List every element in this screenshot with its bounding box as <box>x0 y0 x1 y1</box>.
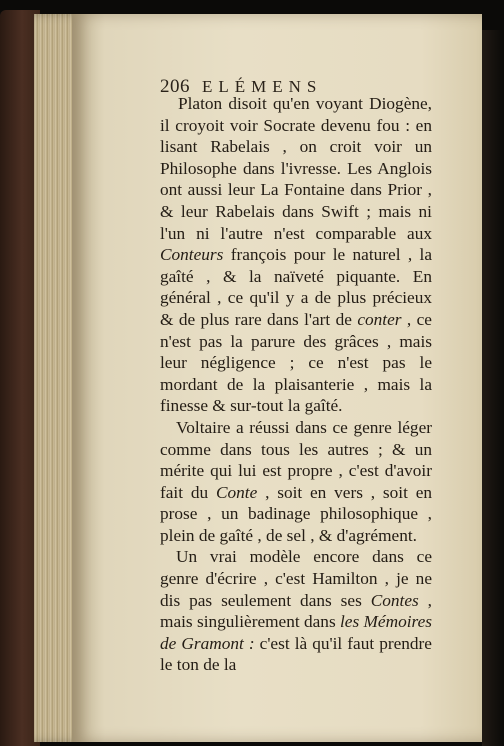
italic-text: Contes <box>370 590 419 610</box>
text-run: , mais singulièrement dans <box>160 590 433 632</box>
italic-text: Conteurs <box>160 245 224 265</box>
body-text <box>160 93 432 676</box>
paragraph <box>160 417 432 547</box>
page-right-shadow <box>482 30 504 746</box>
running-head: ELÉMENS <box>202 77 323 96</box>
paragraph <box>160 546 432 676</box>
text-run: Platon disoit qu'en voyant Diogène, il croyoit voir Socrate devenu fou : en lisant Rabelais , on croit voir un Philosophe dans l'ivresse. Les Anglois ont aussi leur La Fontaine dans Prior , & leur Rabelais dans Swift ; mais ni l'un ni l'autre n'est comparable aux <box>160 94 432 243</box>
text-run: Un vrai modèle encore dans ce genre d'écrire , c'est Hamilton , je ne dis pas seulement dans ses <box>160 547 432 610</box>
paragraph <box>160 93 432 417</box>
text-run: , ce n'est pas la parure des grâces , mais leur négligence ; ce n'est pas le mordant de la plaisanterie , mais la finesse & sur-tout la gaîté. <box>160 309 432 416</box>
text-run: c'est là qu'il faut prendre le ton de la <box>160 633 432 675</box>
italic-text: Conte <box>215 482 258 502</box>
text-run: , soit en vers , soit en prose , un badinage philosophique , plein de gaîté , de sel , & d'agrément. <box>160 482 433 545</box>
italic-text: conter <box>357 309 402 329</box>
italic-text: les Mémoires de Gramont : <box>160 612 432 653</box>
page-number: 206 <box>160 76 190 97</box>
text-run: françois pour le naturel , la gaîté , & la naïveté piquante. En général , ce qu'il y a de plus précieux & de plus rare dans l'art de <box>160 245 432 329</box>
text-run: Voltaire a réussi dans ce genre léger comme dans tous les autres ; & un mérite qui lui est propre , c'est d'avoir fait du <box>160 417 432 502</box>
